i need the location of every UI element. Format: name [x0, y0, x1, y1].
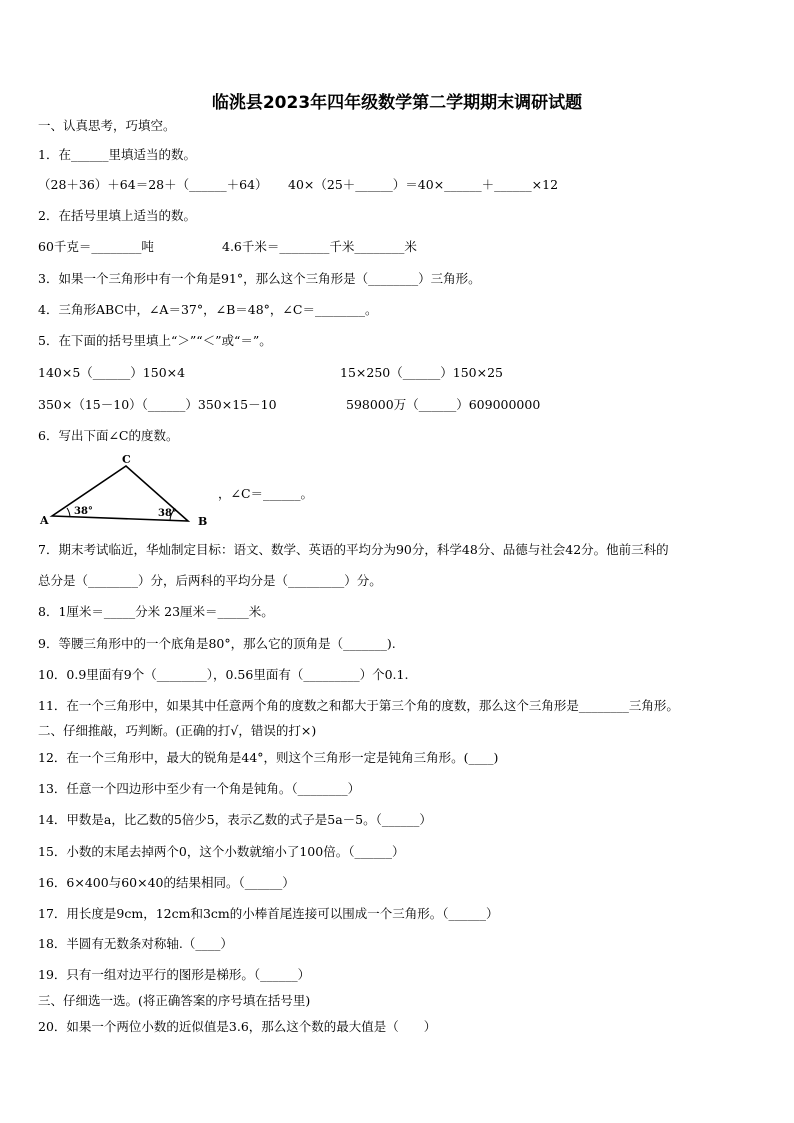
question-5b: 15×250（______）150×25	[340, 365, 503, 380]
question-4: 4．三角形ABC中，∠A＝37°，∠B＝48°，∠C＝________。	[38, 302, 378, 317]
triangle-figure	[38, 452, 218, 532]
question-2: 2．在括号里填上适当的数。	[38, 208, 196, 223]
question-18: 18．半圆有无数条对称轴.（____）	[38, 936, 233, 951]
question-1b: 40×（25＋______）＝40×______＋______×12	[288, 177, 559, 192]
question-5: 5．在下面的括号里填上“＞”“＜”或“＝”。	[38, 333, 272, 348]
question-2a: 60千克＝________吨	[38, 239, 154, 254]
section-3-heading: 三、仔细选一选。(将正确答案的序号填在括号里)	[38, 993, 311, 1008]
angle-a-arc	[67, 508, 70, 517]
angle-b-label: 38°	[158, 508, 177, 519]
question-17: 17．用长度是9cm，12cm和3cm的小棒首尾连接可以围成一个三角形。（______）	[38, 906, 499, 921]
vertex-c-label: C	[122, 453, 131, 466]
question-15: 15．小数的末尾去掉两个0，这个小数就缩小了100倍。（______）	[38, 844, 405, 859]
question-6-answer: ，∠C＝______。	[218, 486, 314, 501]
vertex-b-label: B	[198, 515, 208, 528]
question-16: 16．6×400与60×40的结果相同。（______）	[38, 875, 295, 890]
section-1-heading: 一、认真思考，巧填空。	[38, 118, 176, 133]
question-5c: 350×（15－10）（______）350×15－10	[38, 397, 277, 412]
question-7-line2: 总分是（________）分，后两科的平均分是（_________）分。	[38, 573, 382, 588]
question-19: 19．只有一组对边平行的图形是梯形。（______）	[38, 967, 311, 982]
question-1a: （28＋36）＋64＝28＋（______＋64）	[38, 177, 268, 192]
question-3: 3．如果一个三角形中有一个角是91°，那么这个三角形是（________）三角形。	[38, 271, 481, 286]
question-13: 13．任意一个四边形中至少有一个角是钝角。（________）	[38, 781, 361, 796]
question-12: 12．在一个三角形中，最大的锐角是44°，则这个三角形一定是钝角三角形。(____)	[38, 750, 499, 765]
question-2b: 4.6千米＝________千米________米	[222, 239, 417, 254]
question-20: 20．如果一个两位小数的近似值是3.6，那么这个数的最大值是（ ）	[38, 1019, 437, 1034]
question-1: 1．在______里填适当的数。	[38, 147, 196, 162]
vertex-a-label: A	[40, 514, 49, 527]
question-8: 8．1厘米＝_____分米 23厘米＝_____米。	[38, 604, 274, 619]
section-2-heading: 二、仔细推敲，巧判断。(正确的打√，错误的打×)	[38, 723, 317, 738]
question-10: 10．0.9里面有9个（________），0.56里面有（_________）个0.1.	[38, 667, 409, 682]
question-7-line1: 7．期末考试临近，华灿制定目标：语文、数学、英语的平均分为90分，科学48分、品德与社会42分。他前三科的	[38, 542, 669, 557]
angle-a-label: 38°	[74, 506, 93, 517]
question-5d: 598000万（______）609000000	[346, 397, 541, 412]
question-6: 6．写出下面∠C的度数。	[38, 428, 179, 443]
page-title: 临洮县2023年四年级数学第二学期期末调研试题	[211, 93, 583, 113]
question-14: 14．甲数是a，比乙数的5倍少5，表示乙数的式子是5a－5。（______）	[38, 812, 432, 827]
question-9: 9．等腰三角形中的一个底角是80°，那么它的顶角是（_______).	[38, 636, 396, 651]
question-5a: 140×5（______）150×4	[38, 365, 186, 380]
question-11: 11．在一个三角形中，如果其中任意两个角的度数之和都大于第三个角的度数，那么这个三角形是________三角形。	[38, 698, 679, 713]
